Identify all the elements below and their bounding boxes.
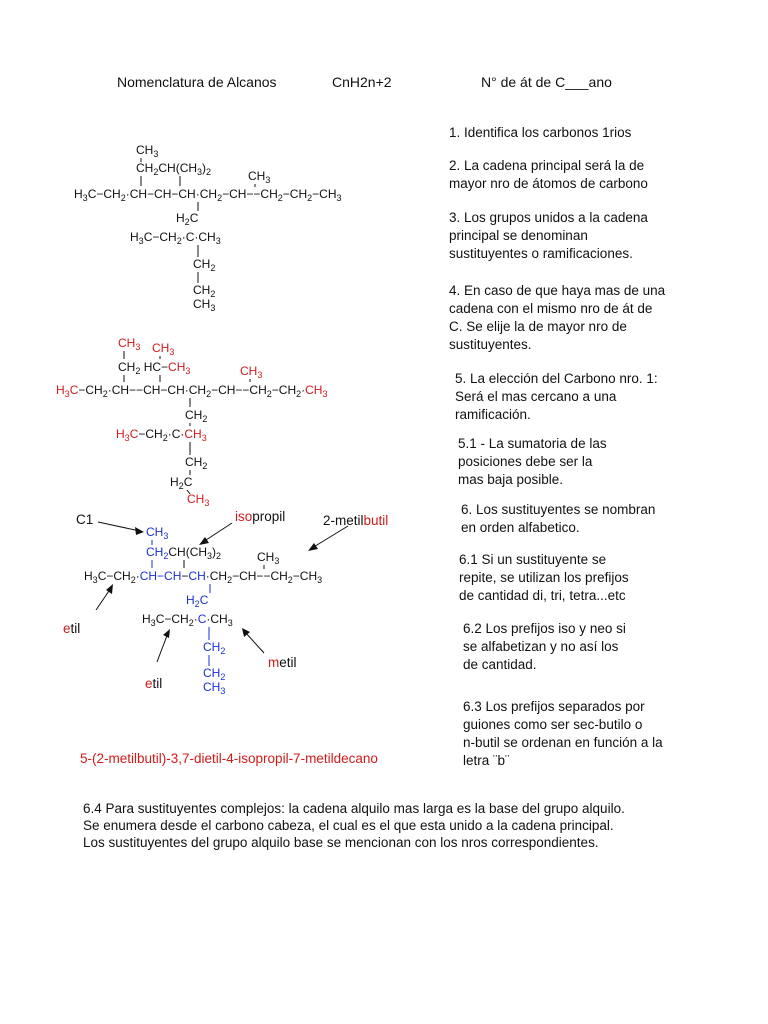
rule-6-line: en orden alfabetico. [461, 520, 580, 535]
rule-4-line: 4. En caso de que haya mas de una [449, 283, 666, 298]
svg-text:CH3: $CH_3$ [240, 364, 263, 380]
rule-6-3-line: 6.3 Los prefijos separados por [463, 699, 645, 714]
metil-label [268, 654, 297, 672]
rule-6-1-line: 6.1 Si un sustituyente se [459, 552, 607, 567]
c1-label: C1 [76, 512, 94, 527]
etil-e: e [145, 676, 153, 691]
propil-text: propil [252, 509, 286, 524]
rule-6-4-line: Se enumera desde el carbono cabeza, el cual es el que esta unido a la cadena principal. [83, 818, 614, 833]
svg-text:CH3: $CH_3$ [118, 336, 141, 352]
rule-5-line: ramificación. [455, 407, 531, 422]
rule-1-line: 1. Identifica los carbonos 1rios [449, 125, 632, 140]
rule-3-line: principal se denominan [449, 228, 588, 243]
svg-text:CH3: $CH_3$ [248, 169, 271, 185]
svg-text:H2C: $H_2C$ [176, 211, 199, 227]
metilbutil-label [323, 512, 388, 530]
rule-4-line: sustituyentes. [449, 337, 532, 352]
svg-text:CH3: $CH_3$ [203, 680, 226, 696]
metil-prefix: 2-metil [323, 513, 364, 528]
svg-text:CH3: $CH_3$ [257, 550, 280, 566]
svg-text:H3C−CH2·CH−CH−CH·CH2−CH−−CH2−C: $H_3C-CH_2\cdot CH-CH-CH\cdot CH_2-CH--CH_2-CH_2-CH_3$ [74, 187, 342, 203]
metil-m: m [268, 655, 280, 670]
rule-5-1-line: posiciones debe ser la [458, 454, 593, 469]
rule-5-1-line: 5.1 - La sumatoria de las [458, 436, 607, 451]
rule-6-3-line: n-butil se ordenan en función a la [463, 735, 663, 750]
rule-6-2-line: se alfabetizan y no así los [463, 639, 619, 654]
metil-rest: etil [279, 655, 297, 670]
rule-4-line: C. Se elije la de mayor nro de [449, 319, 627, 334]
svg-text:CH2: $CH_2$ [203, 666, 226, 682]
rule-6-line: 6. Los sustituyentes se nombran [461, 502, 656, 517]
rule-5-1-line: mas baja posible. [458, 472, 564, 487]
rule-6-1-line: repite, se utilizan los prefijos [459, 570, 629, 585]
svg-text:CH2: $CH_2$ [185, 408, 208, 424]
svg-text:H2C: $H_2C$ [170, 475, 193, 491]
svg-text:CH2: $CH_2$ [185, 455, 208, 471]
rule-6-2-line: de cantidad. [463, 657, 537, 672]
rule-2-line: mayor nro de átomos de carbono [449, 176, 648, 191]
rule-6-3-line: letra ¨b¨ [463, 753, 510, 768]
etil-rest: til [152, 676, 163, 691]
etil-label-1 [63, 620, 80, 638]
svg-text:CH2: $CH_2$ [203, 640, 226, 656]
etil-e: e [63, 621, 71, 636]
svg-text:H3C−CH2·C·CH3: $H_3C-CH_2\cdot C\cdot CH_3$ [116, 427, 207, 443]
butil-text: butil [363, 513, 389, 528]
rule-6-4-line: Los sustituyentes del grupo alquilo base se mencionan con los nros correspondientes. [83, 835, 599, 850]
svg-text:CH2: $CH_2$ [193, 283, 216, 299]
rule-6-4 [83, 800, 625, 851]
annotation-arrows [96, 522, 348, 662]
svg-text:H3C−CH2·C·CH3: $H_3C-CH_2\cdot C\cdot CH_3$ [142, 612, 233, 628]
svg-text:CH3: $CH_3$ [136, 143, 159, 159]
iso-prefix: iso [235, 509, 253, 524]
isopropil-label [235, 508, 285, 526]
svg-text:CH3: $CH_3$ [152, 341, 175, 357]
svg-text:CH2: $CH_2$ [193, 257, 216, 273]
rule-6-1-line: de cantidad di, tri, tetra...etc [459, 588, 626, 603]
svg-text:CH2CH(CH3)2: $CH_2CH(CH_3)_2$ [136, 161, 212, 177]
isopropil-arrow [203, 523, 232, 542]
rule-3-line: 3. Los grupos unidos a la cadena [449, 210, 648, 225]
svg-text:H3C−CH2·C·CH3: $H_3C-CH_2\cdot C\cdot CH_3$ [130, 230, 221, 246]
etil-rest: til [70, 621, 81, 636]
svg-text:CH3: $CH_3$ [146, 525, 169, 541]
svg-text:H3C−CH2·CH−−CH−CH·CH2−CH−−CH2−: $H_3C-CH_2\cdot CH--CH-CH\cdot CH_2-CH--CH_2-CH_2\cdot CH_3$ [56, 383, 328, 399]
rule-5-line: Será el mas cercano a una [455, 389, 617, 404]
etil-label-2 [145, 675, 162, 693]
c1-arrow [98, 522, 140, 531]
svg-text:CH3: $CH_3$ [187, 492, 210, 508]
rule-6-2-line: 6.2 Los prefijos iso y neo si [463, 621, 626, 636]
rule-3-line: sustituyentes o ramificaciones. [449, 246, 633, 261]
svg-text:H3C−CH2·CH−CH−CH·CH2−CH−−CH2−C: $H_3C-CH_2\cdot CH-CH-CH\cdot CH_2-CH--CH_2-CH_3$ [84, 569, 323, 585]
compound-name: 5-(2-metilbutil)-3,7-dietil-4-isopropil-7-metildecano [80, 751, 378, 766]
etil-arrow-2 [157, 633, 168, 662]
metil-arrow [245, 632, 264, 653]
general-formula: CnH2n+2 [332, 74, 392, 90]
carbon-count-label: N° de át de C___ano [481, 74, 612, 90]
svg-text:CH2 HC−CH3: $CH_2$ $HC-CH_3$ [118, 360, 191, 376]
rule-4-line: cadena con el mismo nro de át de [449, 301, 653, 316]
rule-6-3-line: guiones como ser sec-butilo o [463, 717, 643, 732]
rule-2-line: 2. La cadena principal será la de [449, 158, 645, 173]
rule-6-4-line: 6.4 Para sustituyentes complejos: la cadena alquilo mas larga es la base del grupo alquilo. [83, 801, 625, 816]
svg-text:CH2CH(CH3)2: $CH_2CH(CH_3)_2$ [146, 545, 222, 561]
svg-text:CH3: $CH_3$ [193, 297, 216, 313]
rule-5-line: 5. La elección del Carbono nro. 1: [455, 371, 658, 386]
page-title: Nomenclatura de Alcanos [117, 74, 277, 90]
svg-text:H2C: $H_2C$ [186, 593, 209, 609]
